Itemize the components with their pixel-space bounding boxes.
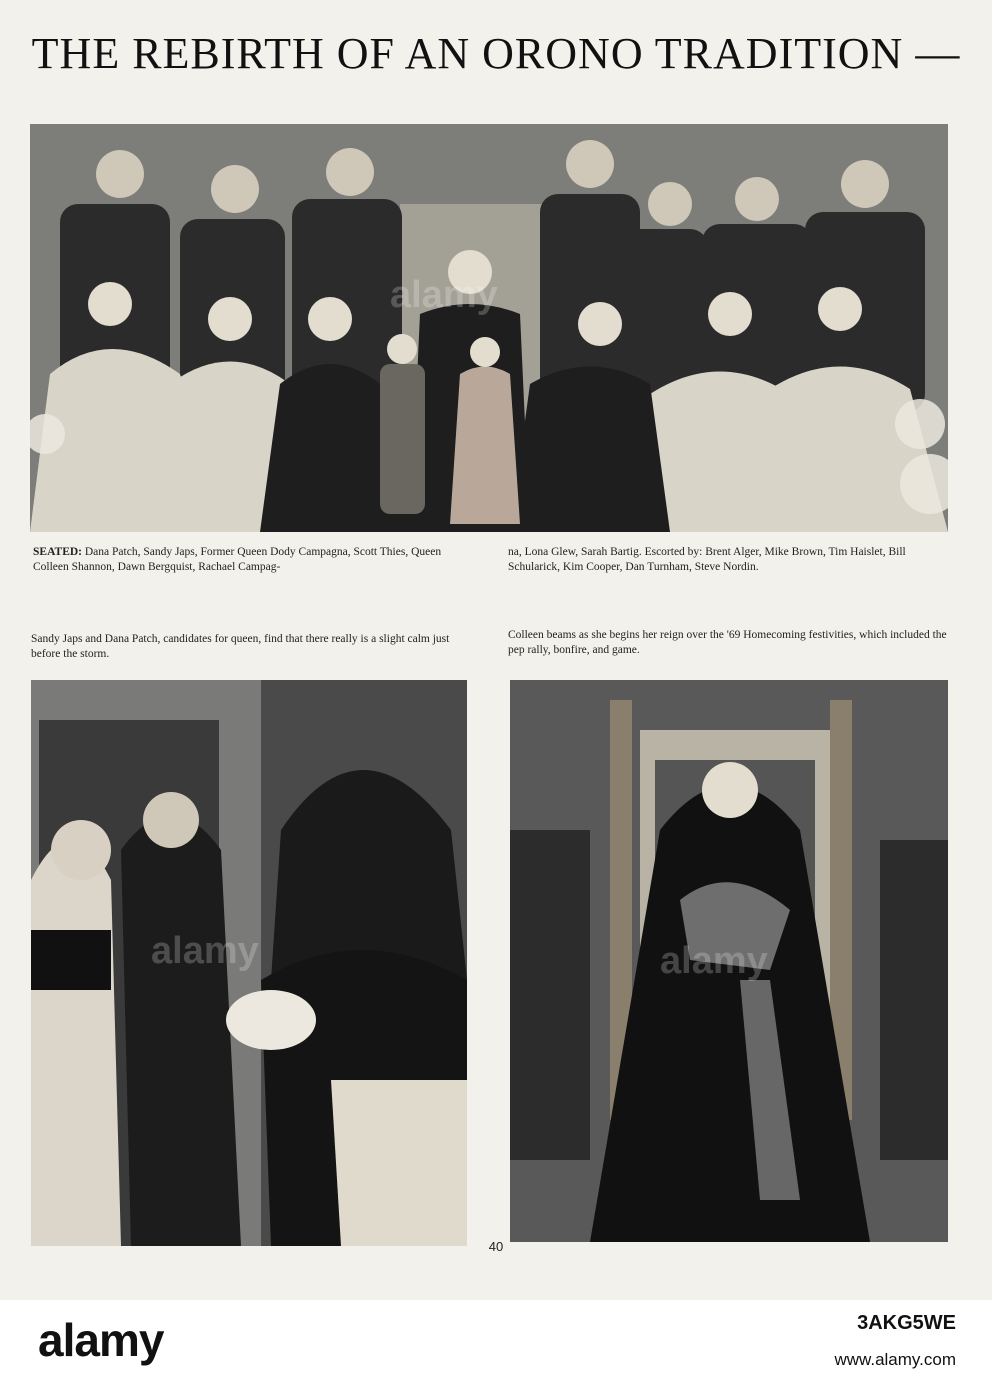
page-title: THE REBIRTH OF AN ORONO TRADITION — xyxy=(31,29,961,78)
group-caption-left-text: Dana Patch, Sandy Japs, Former Queen Dody Campagna, Scott Thies, Queen Colleen Shannon, Dawn Bergquist, Rachael Campag- xyxy=(33,546,442,573)
group-caption-right: na, Lona Glew, Sarah Bartig. Escorted by: Brent Alger, Mike Brown, Tim Haislet, Bill Schularick, Kim Cooper, Dan Turnham, Steve Nordin. xyxy=(508,546,906,573)
watermark-text: alamy xyxy=(390,274,498,316)
homecoming-court-photo xyxy=(30,124,948,532)
watermark-text: alamy xyxy=(151,930,259,972)
seated-label: SEATED: xyxy=(33,546,82,558)
watermark-text: alamy xyxy=(660,940,768,982)
page-number: 40 xyxy=(488,1239,504,1254)
queen-colleen-photo xyxy=(510,680,948,1242)
stock-brand-logo: alamy xyxy=(38,1314,164,1366)
group-photo-illustration xyxy=(30,124,948,532)
stock-url: www.alamy.com xyxy=(834,1350,956,1369)
stock-image-id: 3AKG5WE xyxy=(857,1312,956,1334)
candidates-mirror-photo xyxy=(31,680,467,1246)
mirror-photo-caption: Sandy Japs and Dana Patch, candidates for queen, find that there really is a slight calm just before the storm. xyxy=(31,633,450,660)
group-caption-left xyxy=(33,545,458,575)
queen-photo-caption: Colleen beams as she begins her reign over the '69 Homecoming festivities, which included the pep rally, bonfire, and game. xyxy=(508,629,947,656)
